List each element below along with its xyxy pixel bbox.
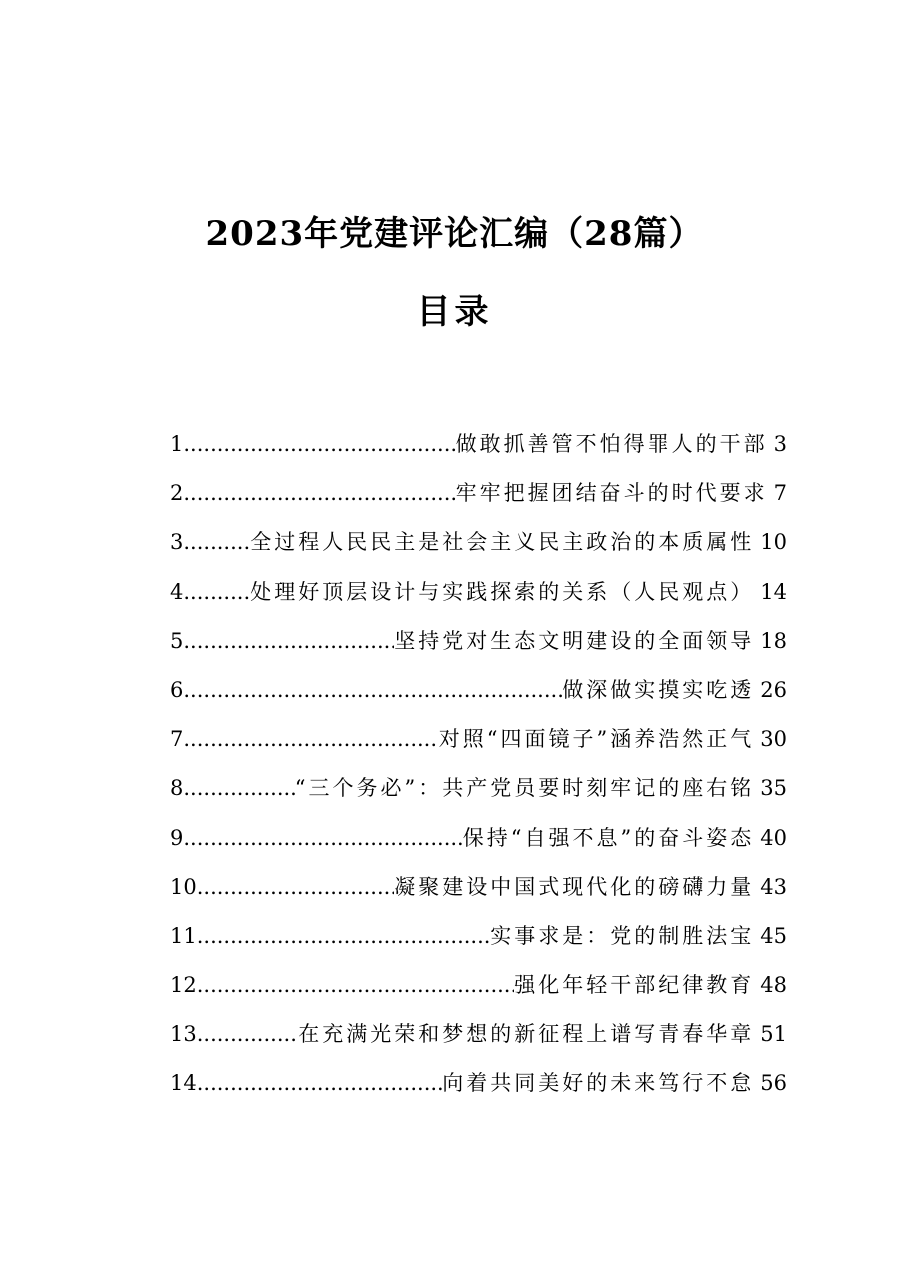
toc-entry-title: 在充满光荣和梦想的新征程上谱写青春华章: [298, 1022, 755, 1047]
dot-leader: [183, 666, 562, 715]
table-of-contents: [170, 420, 787, 1109]
toc-entry[interactable]: [170, 912, 787, 961]
dot-leader: [183, 617, 394, 666]
toc-entry-page: 18: [760, 628, 787, 653]
toc-entry-title: 处理好顶层设计与实践探索的关系（人民观点）: [250, 579, 755, 604]
toc-entry-number: 9: [170, 825, 184, 850]
toc-entry-number: 6: [170, 677, 184, 702]
dot-leader: [197, 961, 515, 1010]
toc-entry[interactable]: [170, 617, 787, 666]
dot-leader: [197, 1010, 299, 1059]
toc-entry-number: 7: [170, 727, 184, 752]
toc-entry-title: 实事求是：党的制胜法宝: [490, 923, 755, 948]
toc-entry[interactable]: [170, 715, 787, 764]
toc-entry[interactable]: [170, 568, 787, 617]
dot-leader: [183, 715, 438, 764]
toc-entry-page: 56: [760, 1071, 787, 1096]
toc-entry-page: 45: [760, 923, 787, 948]
toc-entry[interactable]: [170, 469, 787, 518]
toc-entry[interactable]: [170, 863, 787, 912]
toc-entry-page: 40: [760, 825, 787, 850]
toc-entry-number: 2: [170, 481, 184, 506]
toc-heading: 目录: [416, 292, 493, 332]
toc-entry-title: 坚持党对生态文明建设的全面领导: [394, 628, 755, 653]
toc-entry[interactable]: [170, 961, 787, 1010]
toc-entry-title: 强化年轻干部纪律教育: [514, 973, 755, 998]
dot-leader: [183, 469, 455, 518]
toc-entry-title: 做深做实摸实吃透: [562, 677, 755, 702]
toc-entry[interactable]: [170, 1010, 787, 1059]
dot-leader: [183, 764, 294, 813]
toc-entry-page: 3: [773, 432, 787, 456]
dot-leader: [183, 568, 250, 617]
toc-entry-number: 3: [170, 530, 184, 555]
toc-entry-page: 7: [773, 481, 787, 506]
toc-entry-title: 全过程人民民主是社会主义民主政治的本质属性: [250, 530, 755, 555]
dot-leader: [183, 518, 250, 567]
dot-leader: [197, 1059, 443, 1108]
document-title: 2023年党建评论汇编（28篇）: [205, 214, 704, 254]
toc-entry[interactable]: [170, 666, 787, 715]
toc-entry-title: 凝聚建设中国式现代化的磅礴力量: [394, 874, 755, 899]
toc-entry-number: 8: [170, 776, 184, 801]
toc-entry[interactable]: [170, 1059, 787, 1108]
toc-entry-page: 26: [760, 677, 787, 702]
toc-entry-title: 向着共同美好的未来笃行不怠: [442, 1071, 755, 1096]
toc-entry-page: 48: [760, 973, 787, 998]
toc-entry-page: 30: [760, 727, 787, 752]
toc-entry-number: 5: [170, 628, 184, 653]
toc-entry-title: “三个务必”：共产党员要时刻牢记的座右铭: [294, 776, 755, 801]
toc-entry-page: 43: [760, 874, 787, 899]
toc-entry-number: 13: [170, 1022, 197, 1047]
toc-entry-number: 12: [170, 973, 197, 998]
toc-entry[interactable]: [170, 420, 787, 469]
toc-entry-number: 4: [170, 579, 184, 604]
toc-entry[interactable]: [170, 518, 787, 567]
toc-entry-title: 对照“四面镜子”涵养浩然正气: [438, 727, 755, 752]
toc-entry-number: 1: [170, 432, 184, 456]
toc-entry-title: 牢牢把握团结奋斗的时代要求: [455, 481, 768, 506]
toc-entry-title: 做敢抓善管不怕得罪人的干部: [455, 432, 768, 456]
toc-entry-title: 保持“自强不息”的奋斗姿态: [462, 825, 755, 850]
dot-leader: [183, 420, 455, 469]
toc-entry-page: 10: [760, 530, 787, 555]
toc-entry-number: 14: [170, 1071, 197, 1096]
toc-entry[interactable]: [170, 814, 787, 863]
toc-entry-number: 10: [170, 874, 197, 899]
toc-entry-number: 11: [170, 923, 197, 948]
toc-entry-page: 35: [760, 776, 787, 801]
dot-leader: [183, 814, 462, 863]
toc-entry-page: 51: [760, 1022, 787, 1047]
dot-leader: [197, 912, 491, 961]
toc-entry-page: 14: [760, 579, 787, 604]
dot-leader: [197, 863, 395, 912]
toc-entry[interactable]: [170, 764, 787, 813]
